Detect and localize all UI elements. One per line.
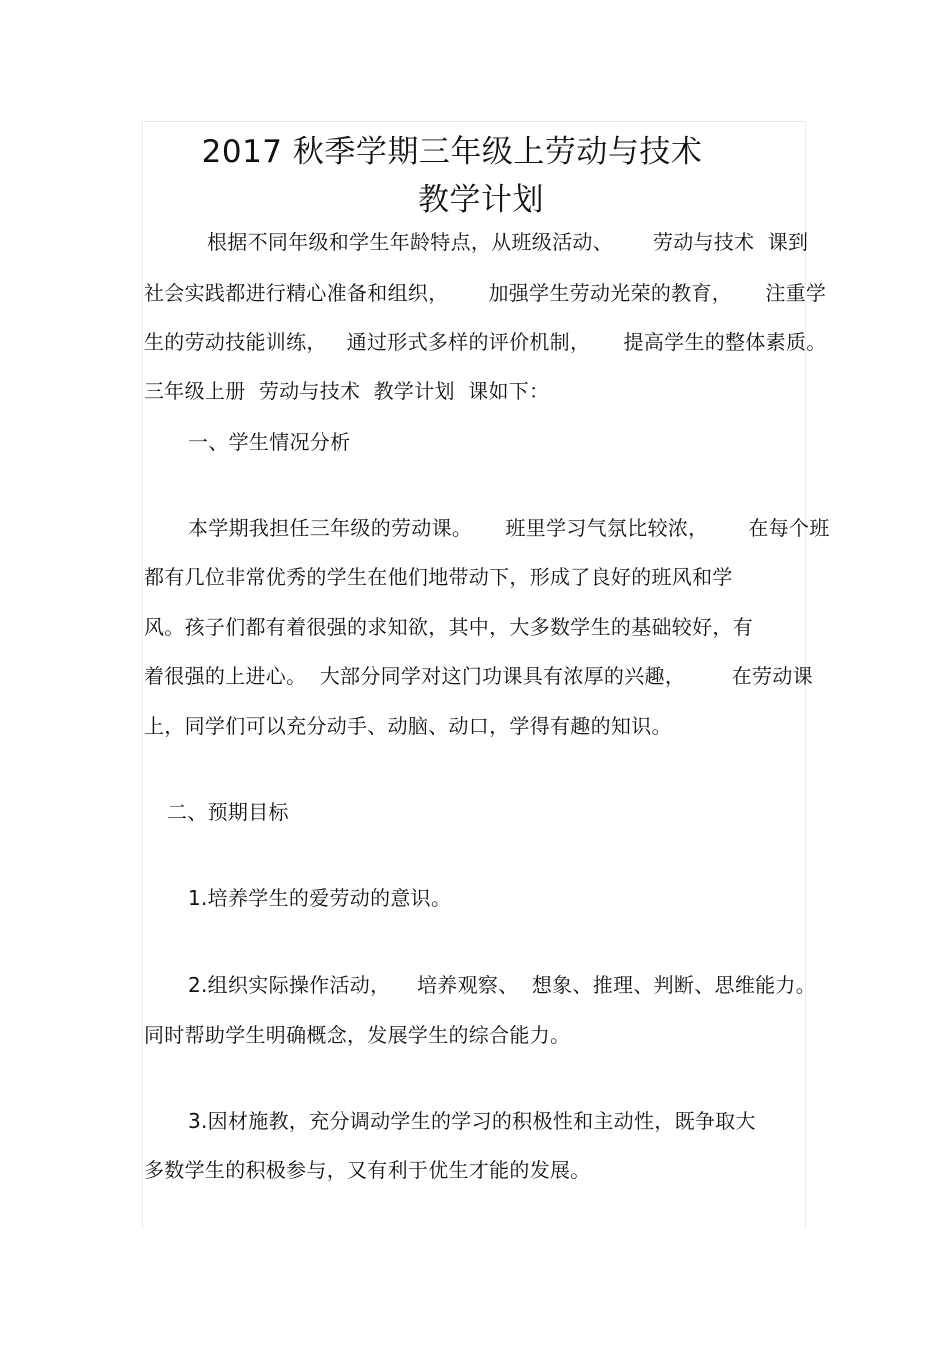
section-1-heading: 一、学生情况分析 — [188, 430, 351, 454]
section-1-line-4: 着很强的上进心。 大部分同学对这门功课具有浓厚的兴趣， 在劳动课 — [144, 664, 813, 688]
goal-2-line-1: 2.组织实际操作活动， 培养观察、 想象、推理、判断、思维能力。 — [188, 973, 817, 997]
section-1-line-5: 上，同学们可以充分动手、动脑、动口，学得有趣的知识。 — [144, 714, 672, 738]
intro-line-3: 生的劳动技能训练， 通过形式多样的评价机制， 提高学生的整体素质。 — [144, 330, 827, 354]
goal-3-line-2: 多数学生的积极参与，又有利于优生才能的发展。 — [144, 1158, 591, 1182]
goal-3-line-1: 3.因材施教，充分调动学生的学习的积极性和主动性，既争取大 — [188, 1109, 756, 1133]
section-2-heading: 二、预期目标 — [167, 800, 289, 824]
document-subtitle: 教学计划 — [418, 182, 544, 218]
intro-line-4: 三年级上册 劳动与技术 教学计划 课如下： — [144, 379, 550, 403]
intro-line-1: 根据不同年级和学生年龄特点，从班级活动、 劳动与技术 课到 — [207, 230, 809, 254]
intro-line-2: 社会实践都进行精心准备和组织， 加强学生劳动光荣的教育， 注重学 — [144, 281, 827, 305]
goal-2-line-2: 同时帮助学生明确概念，发展学生的综合能力。 — [144, 1023, 571, 1047]
section-1-line-2: 都有几位非常优秀的学生在他们地带动下，形成了良好的班风和学 — [144, 565, 733, 589]
section-1-line-3: 风。孩子们都有着很强的求知欲，其中，大多数学生的基础较好，有 — [144, 615, 753, 639]
document-title: 2017 秋季学期三年级上劳动与技术 — [201, 134, 703, 170]
section-1-line-1: 本学期我担任三年级的劳动课。 班里学习气氛比较浓， 在每个班 — [188, 516, 830, 540]
goal-1: 1.培养学生的爱劳动的意识。 — [188, 886, 452, 910]
